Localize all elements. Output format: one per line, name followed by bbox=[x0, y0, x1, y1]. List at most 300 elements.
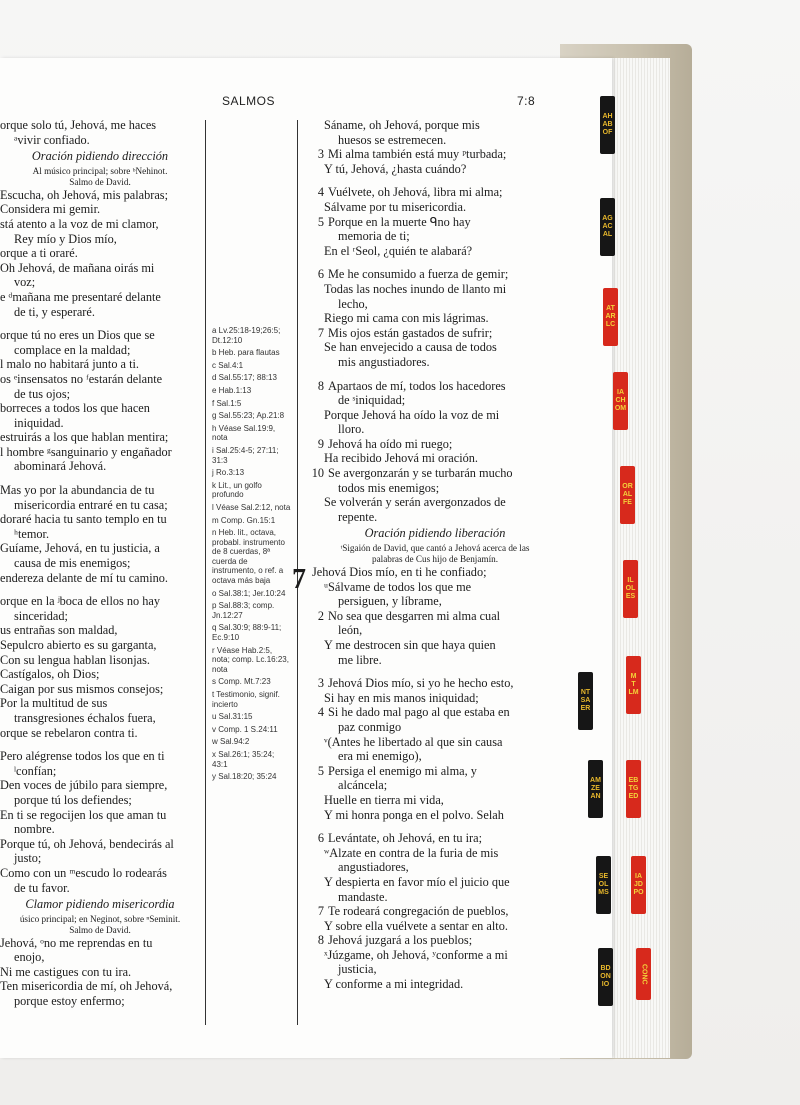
verse-line bbox=[0, 328, 200, 343]
verse-number: 8 bbox=[317, 933, 324, 948]
thumb-tab[interactable] bbox=[600, 96, 615, 154]
verse-text: Jehová, ᵒno me reprendas en tu bbox=[0, 935, 153, 950]
verse-line bbox=[0, 372, 200, 387]
verse-text: todos mis enemigos; bbox=[338, 480, 440, 495]
thumb-tab-label: AG bbox=[602, 215, 613, 222]
verse-line bbox=[310, 244, 560, 259]
cross-reference: s Comp. Mt.7:23 bbox=[212, 677, 271, 687]
thumb-tab[interactable] bbox=[631, 856, 646, 914]
verse-line bbox=[310, 594, 560, 609]
verse-line bbox=[310, 422, 560, 437]
verse-line bbox=[310, 705, 560, 720]
verse-number: 6 bbox=[317, 267, 324, 282]
verse-text: Si hay en mis manos iniquidad; bbox=[324, 690, 479, 705]
verse-text: angustiadores, bbox=[338, 860, 409, 875]
verse-text: ᵃvivir confiado. bbox=[14, 132, 90, 147]
verse-line bbox=[0, 459, 200, 474]
verse-line bbox=[0, 217, 200, 232]
thumb-tab[interactable] bbox=[636, 948, 651, 1000]
thumb-tab-label: SE bbox=[598, 873, 609, 880]
verse-line bbox=[310, 451, 560, 466]
verse-text: Si he dado mal pago al que estaba en bbox=[328, 705, 510, 720]
verse-text: Todas las noches inundo de llanto mi bbox=[324, 281, 507, 296]
verse-number: 5 bbox=[317, 763, 324, 778]
cross-reference: a Lv.25:18-19;26:5; Dt.12:10 bbox=[212, 326, 281, 345]
verse-line bbox=[0, 556, 200, 571]
verse-line bbox=[310, 481, 560, 496]
thumb-tab-label: AR bbox=[605, 313, 616, 320]
thumb-tab-label: T bbox=[631, 681, 636, 688]
verse-number: 9 bbox=[317, 436, 324, 451]
verse-text: Jehová Dios mío, en ti he confiado; bbox=[312, 565, 487, 580]
verse-line bbox=[310, 311, 560, 326]
left-text-column bbox=[0, 118, 200, 1009]
verse-text: stá atento a la voz de mi clamor, bbox=[0, 216, 159, 231]
verse-text: memoria de ti; bbox=[338, 229, 410, 244]
thumb-tab[interactable] bbox=[626, 656, 641, 714]
verse-line bbox=[310, 749, 560, 764]
thumb-tab-label: IA bbox=[635, 873, 642, 880]
verse-text: león, bbox=[338, 623, 363, 638]
cross-reference: p Sal.88:3; comp. Jn.12:27 bbox=[212, 601, 275, 620]
verse-line bbox=[0, 188, 200, 203]
verse-text: Porque tú, oh Jehová, bendecirás al bbox=[0, 836, 174, 851]
verse-line bbox=[310, 764, 560, 779]
verse-line bbox=[310, 510, 560, 525]
verse-line bbox=[310, 875, 560, 890]
verse-text: Guíame, Jehová, en tu justicia, a bbox=[0, 541, 160, 556]
verse-line bbox=[310, 437, 560, 452]
verse-text: úsico principal; en Neginot, sobre ⁿSeminit. bbox=[19, 913, 181, 924]
cross-reference: j Ro.3:13 bbox=[212, 468, 245, 478]
verse-line bbox=[310, 408, 560, 423]
verse-line bbox=[0, 498, 200, 513]
verse-line bbox=[0, 837, 200, 852]
verse-number: 7 bbox=[317, 325, 324, 340]
verse-text: No sea que desgarren mi alma cual bbox=[328, 608, 501, 623]
thumb-tab-label: BD bbox=[600, 965, 611, 972]
cross-reference: k Lit., un golfo profundo bbox=[212, 480, 262, 500]
verse-text: persiguen, y líbrame, bbox=[338, 594, 442, 609]
thumb-tab-label: JD bbox=[634, 881, 643, 888]
verse-line bbox=[0, 808, 200, 823]
verse-text: Y mi honra ponga en el polvo. Selah bbox=[324, 807, 504, 822]
verse-line bbox=[310, 580, 560, 595]
verse-line bbox=[0, 387, 200, 402]
cross-reference: u Sal.31:15 bbox=[212, 712, 253, 722]
verse-text: de tu favor. bbox=[14, 880, 70, 895]
thumb-tab-label: ER bbox=[580, 705, 591, 712]
verse-line bbox=[310, 962, 560, 977]
verse-line bbox=[0, 667, 200, 682]
verse-text: Se avergonzarán y se turbarán mucho bbox=[328, 466, 513, 481]
verse-line bbox=[0, 851, 200, 866]
verse-line bbox=[310, 267, 560, 282]
verse-text: Y conforme a mi integridad. bbox=[324, 977, 464, 992]
verse-text: orque se rebelaron contra ti. bbox=[0, 725, 138, 740]
verse-line bbox=[310, 691, 560, 706]
stanza-gap bbox=[0, 319, 200, 328]
verse-line bbox=[0, 653, 200, 668]
verse-text: Pero alégrense todos los que en ti bbox=[0, 749, 165, 764]
verse-line bbox=[310, 200, 560, 215]
verse-line bbox=[0, 541, 200, 556]
verse-text: Persiga el enemigo mi alma, y bbox=[328, 763, 477, 778]
verse-text: Porque Jehová ha oído la voz de mi bbox=[324, 407, 500, 422]
verse-text: Oh Jehová, de mañana oirás mi bbox=[0, 260, 155, 275]
verse-text: Y despierta en favor mío el juicio que bbox=[324, 874, 510, 889]
verse-line bbox=[0, 749, 200, 764]
cross-reference: w Sal.94:2 bbox=[212, 737, 250, 747]
verse-text: Mi alma también está muy ᵖturbada; bbox=[328, 147, 507, 162]
thumb-tab[interactable] bbox=[596, 856, 611, 914]
verse-line bbox=[0, 512, 200, 527]
verse-text: os ᵉinsensatos no ᶠestarán delante bbox=[0, 371, 163, 386]
cross-reference: m Comp. Gn.15:1 bbox=[212, 515, 276, 525]
verse-line bbox=[0, 778, 200, 793]
thumb-tab-label: AT bbox=[606, 305, 615, 312]
verse-line bbox=[0, 609, 200, 624]
verse-text: Te rodeará congregación de pueblos, bbox=[328, 904, 509, 919]
verse-text: Salmo de David. bbox=[69, 924, 131, 935]
superscription-line bbox=[310, 554, 560, 565]
cross-reference: v Comp. 1 S.24:11 bbox=[212, 724, 278, 734]
verse-text: estruirás a los que hablan mentira; bbox=[0, 430, 169, 445]
verse-text: orque a ti oraré. bbox=[0, 246, 78, 261]
verse-line bbox=[310, 778, 560, 793]
verse-line bbox=[0, 133, 200, 148]
verse-number: 4 bbox=[317, 705, 324, 720]
verse-text: lecho, bbox=[338, 296, 368, 311]
verse-number: 5 bbox=[317, 214, 324, 229]
verse-text: ʷAlzate en contra de la furia de mis bbox=[324, 845, 499, 860]
thumb-tab-label: AN bbox=[590, 793, 601, 800]
verse-number: 3 bbox=[317, 676, 324, 691]
verse-line bbox=[0, 979, 200, 994]
verse-line bbox=[310, 919, 560, 934]
verse-text: causa de mis enemigos; bbox=[14, 556, 131, 571]
thumb-tab-label: ON bbox=[600, 973, 611, 980]
thumb-tab-label: AC bbox=[602, 223, 613, 230]
verse-line bbox=[310, 147, 560, 162]
verse-number: 4 bbox=[317, 185, 324, 200]
verse-text: Apartaos de mí, todos los hacedores bbox=[328, 378, 506, 393]
verse-text: alcáncela; bbox=[338, 778, 388, 793]
thumb-tab-label: MS bbox=[598, 889, 609, 896]
verse-text: ᵘSálvame de todos los que me bbox=[324, 579, 472, 594]
verse-text: Den voces de júbilo para siempre, bbox=[0, 778, 168, 793]
running-head-book: SALMOS bbox=[222, 94, 276, 108]
verse-line bbox=[310, 846, 560, 861]
cross-reference: g Sal.55:23; Ap.21:8 bbox=[212, 411, 285, 421]
verse-number: 10 bbox=[311, 466, 324, 481]
verse-line bbox=[310, 860, 560, 875]
verse-line bbox=[310, 379, 560, 394]
verse-line bbox=[0, 246, 200, 261]
verse-number: 8 bbox=[317, 378, 324, 393]
verse-text: ᵗSigaión de David, que cantó a Jehová acerca de las bbox=[340, 543, 530, 554]
verse-line bbox=[310, 933, 560, 948]
column-rule-left bbox=[205, 120, 206, 1025]
verse-text: Y me destrocen sin que haya quien bbox=[324, 638, 496, 652]
verse-text: nombre. bbox=[14, 822, 55, 837]
verse-text: Por la multitud de sus bbox=[0, 696, 108, 711]
verse-text: ˡconfían; bbox=[14, 763, 57, 778]
verse-text: orque solo tú, Jehová, me haces bbox=[0, 118, 157, 132]
verse-text: Salmo de David. bbox=[69, 176, 131, 187]
verse-line bbox=[0, 696, 200, 711]
thumb-tab-label: FE bbox=[623, 499, 632, 506]
cross-reference-column bbox=[212, 326, 292, 785]
cross-reference: n Heb. lit., octava, probabl. instrumento de 8 cuerdas, 8ª cuerda de instrumento, o ref. a octava más baja bbox=[212, 528, 285, 586]
thumb-tab[interactable] bbox=[600, 198, 615, 256]
verse-text: Y sobre ella vuélvete a sentar en alto. bbox=[324, 918, 508, 933]
thumb-tab-label: AM bbox=[590, 777, 601, 784]
verse-line bbox=[310, 735, 560, 750]
verse-line bbox=[0, 483, 200, 498]
verse-line bbox=[310, 948, 560, 963]
superscription-line bbox=[0, 914, 200, 925]
verse-line bbox=[0, 527, 200, 542]
verse-text: abominará Jehová. bbox=[14, 459, 107, 474]
verse-text: Mis ojos están gastados de sufrir; bbox=[328, 325, 493, 340]
verse-text: l malo no habitará junto a ti. bbox=[0, 357, 139, 372]
thumb-tab-label: LM bbox=[628, 689, 639, 696]
stanza-gap bbox=[310, 822, 560, 831]
cross-reference: x Sal.26:1; 35:24; 43:1 bbox=[212, 749, 275, 769]
thumb-tab[interactable] bbox=[603, 288, 618, 346]
thumb-tab[interactable] bbox=[578, 672, 593, 730]
verse-text: repente. bbox=[338, 509, 378, 524]
thumb-tab-label: OM bbox=[614, 405, 627, 412]
verse-text: Jehová Dios mío, si yo he hecho esto, bbox=[328, 676, 514, 691]
verse-text: Escucha, oh Jehová, mis palabras; bbox=[0, 187, 169, 202]
verse-text: palabras de Cus hijo de Benjamín. bbox=[371, 554, 499, 565]
verse-line bbox=[0, 275, 200, 290]
section-heading bbox=[310, 526, 560, 541]
verse-line bbox=[0, 682, 200, 697]
verse-line bbox=[310, 393, 560, 408]
cross-reference: e Hab.1:13 bbox=[212, 385, 252, 395]
verse-text: Levántate, oh Jehová, en tu ira; bbox=[328, 831, 482, 846]
verse-text: de ˢiniquidad; bbox=[338, 393, 406, 408]
verse-line bbox=[0, 202, 200, 217]
chapter-number: 7 bbox=[292, 564, 306, 596]
verse-line bbox=[0, 936, 200, 951]
thumb-tab[interactable] bbox=[598, 948, 613, 1006]
thumb-tab-label: IA bbox=[617, 389, 624, 396]
verse-text: Huelle en tierra mi vida, bbox=[324, 792, 444, 807]
thumb-tab-label: ZE bbox=[591, 785, 600, 792]
section-heading bbox=[0, 897, 200, 912]
thumb-tab-label: OL bbox=[598, 881, 609, 888]
verse-line bbox=[0, 290, 200, 305]
thumb-tab-label: ES bbox=[625, 593, 636, 600]
thumb-tab[interactable] bbox=[626, 760, 641, 818]
verse-text: orque en la ʲboca de ellos no hay bbox=[0, 594, 161, 609]
cross-reference: h Véase Sal.19:9, nota bbox=[212, 423, 276, 443]
verse-text: us entrañas son maldad, bbox=[0, 623, 118, 638]
verse-line bbox=[310, 466, 560, 481]
verse-text: Mas yo por la abundancia de tu bbox=[0, 483, 155, 498]
verse-text: En el ʳSeol, ¿quién te alabará? bbox=[324, 243, 473, 258]
verse-text: Como con un ᵐescudo lo rodearás bbox=[0, 865, 167, 880]
verse-number: 3 bbox=[317, 147, 324, 162]
cross-reference: b Heb. para flautas bbox=[212, 348, 280, 358]
verse-line bbox=[310, 162, 560, 177]
verse-text: huesos se estremecen. bbox=[338, 132, 447, 147]
verse-text: Sepulcro abierto es su garganta, bbox=[0, 638, 157, 652]
verse-line bbox=[310, 653, 560, 668]
verse-text: Sálvame por tu misericordia. bbox=[324, 199, 467, 214]
cross-reference: y Sal.18:20; 35:24 bbox=[212, 772, 277, 782]
verse-text: mis angustiadores. bbox=[338, 354, 430, 369]
thumb-tab-label: CONC bbox=[640, 963, 648, 985]
verse-text: Se han envejecido a causa de todos bbox=[324, 340, 497, 355]
verse-line bbox=[310, 215, 560, 230]
verse-line bbox=[310, 808, 560, 823]
thumb-tab[interactable] bbox=[613, 372, 628, 430]
thumb-tab-label: ED bbox=[628, 793, 639, 800]
verse-text: dorаré hacia tu santo templo en tu bbox=[0, 512, 167, 527]
thumb-tab-label: OR bbox=[622, 483, 633, 490]
verse-line bbox=[0, 401, 200, 416]
verse-text: porque estoy enfermo; bbox=[14, 994, 125, 1009]
running-head-chapter: 7:8 bbox=[517, 94, 536, 108]
superscription-line bbox=[310, 543, 560, 554]
stanza-gap bbox=[0, 585, 200, 594]
stanza-gap bbox=[0, 474, 200, 483]
verse-line bbox=[0, 950, 200, 965]
verse-line bbox=[310, 495, 560, 510]
cross-reference: l Véase Sal.2:12, nota bbox=[212, 502, 291, 512]
verse-line bbox=[310, 609, 560, 624]
verse-text: Oración pidiendo dirección bbox=[31, 149, 169, 164]
verse-text: de tus ojos; bbox=[14, 386, 71, 401]
verse-line bbox=[310, 133, 560, 148]
verse-text: Castígalos, oh Dios; bbox=[0, 667, 100, 682]
thumb-tab-label: TG bbox=[628, 785, 639, 792]
verse-text: Jehová juzgará a los pueblos; bbox=[328, 933, 473, 948]
thumb-tab-label: LC bbox=[605, 321, 616, 328]
verse-text: sinceridad; bbox=[14, 608, 68, 623]
verse-text: ˣJúzgame, oh Jehová, ʸconforme a mi bbox=[324, 947, 508, 962]
verse-text: me libre. bbox=[338, 652, 382, 667]
verse-line bbox=[0, 866, 200, 881]
verse-text: mandaste. bbox=[338, 889, 388, 904]
verse-line bbox=[0, 822, 200, 837]
thumb-tab-label: PO bbox=[633, 889, 644, 896]
cross-reference: f Sal.1:5 bbox=[212, 398, 242, 408]
verse-text: Ha recibido Jehová mi oración. bbox=[324, 451, 478, 466]
verse-line bbox=[0, 261, 200, 276]
right-text-column bbox=[292, 118, 560, 992]
stanza-gap bbox=[0, 740, 200, 749]
verse-line bbox=[0, 638, 200, 653]
thumb-tab-label: OF bbox=[602, 129, 613, 136]
verse-text: Clamor pidiendo misericordia bbox=[25, 897, 175, 912]
thumb-tab-label: AL bbox=[602, 231, 613, 238]
verse-line bbox=[0, 594, 200, 609]
verse-text: borreces a todos los que hacen bbox=[0, 401, 150, 416]
thumb-tab[interactable] bbox=[588, 760, 603, 818]
stanza-gap bbox=[310, 176, 560, 185]
verse-text: Vuélvete, oh Jehová, libra mi alma; bbox=[328, 185, 503, 200]
verse-text: e ᵈmañana me presentaré delante bbox=[0, 289, 161, 304]
verse-line bbox=[310, 904, 560, 919]
verse-text: Al músico principal; sobre ᵇNehinot. bbox=[32, 165, 168, 176]
verse-line bbox=[310, 185, 560, 200]
stanza-gap bbox=[310, 370, 560, 379]
verse-text: justicia, bbox=[338, 962, 377, 977]
stanza-gap bbox=[310, 258, 560, 267]
verse-text: de ti, y esperaré. bbox=[14, 304, 95, 319]
verse-line bbox=[0, 764, 200, 779]
verse-text: transgresiones échalos fuera, bbox=[14, 710, 156, 725]
verse-text: complace en la maldad; bbox=[14, 342, 131, 357]
verse-text: orque tú no eres un Dios que se bbox=[0, 328, 155, 343]
verse-text: era mi enemigo), bbox=[338, 749, 422, 764]
verse-line bbox=[0, 357, 200, 372]
stanza-gap bbox=[310, 667, 560, 676]
thumb-tab-label: AH bbox=[602, 113, 613, 120]
verse-text: Rey mío y Dios mío, bbox=[14, 231, 117, 246]
verse-line bbox=[0, 305, 200, 320]
thumb-tab[interactable] bbox=[623, 560, 638, 618]
verse-text: l hombre ᵍsanguinario y engañador bbox=[0, 444, 172, 459]
cross-reference: t Testimonio, signif. incierto bbox=[212, 690, 280, 709]
verse-line bbox=[310, 297, 560, 312]
cross-reference: c Sal.4:1 bbox=[212, 360, 244, 370]
verse-text: Porque en la muerte ᑫno hay bbox=[328, 214, 471, 229]
verse-text: ᵛ(Antes he libertado al que sin causa bbox=[324, 734, 503, 749]
verse-text: Sáname, oh Jehová, porque mis bbox=[324, 118, 480, 132]
verse-line bbox=[0, 571, 200, 586]
verse-text: porque tú los defiendes; bbox=[14, 792, 132, 807]
verse-line bbox=[0, 343, 200, 358]
cross-reference: i Sal.25:4-5; 27:11; 31:3 bbox=[212, 445, 279, 465]
section-heading bbox=[0, 149, 200, 164]
verse-line bbox=[310, 676, 560, 691]
verse-text: Oración pidiendo liberación bbox=[364, 526, 506, 541]
verse-line bbox=[310, 831, 560, 846]
verse-line bbox=[310, 118, 560, 133]
verse-text: enojo, bbox=[14, 950, 45, 965]
verse-text: Ni me castigues con tu ira. bbox=[0, 964, 132, 979]
verse-text: Ten misericordia de mí, oh Jehová, bbox=[0, 979, 173, 994]
verse-line bbox=[310, 977, 560, 992]
verse-line bbox=[0, 445, 200, 460]
verse-line bbox=[0, 232, 200, 247]
verse-line bbox=[0, 416, 200, 431]
verse-text: Jehová ha oído mi ruego; bbox=[328, 436, 453, 451]
verse-text: endereza delante de mí tu camino. bbox=[0, 570, 168, 585]
verse-line bbox=[310, 326, 560, 341]
verse-text: Y tú, Jehová, ¿hasta cuándo? bbox=[324, 161, 467, 176]
verse-line bbox=[0, 430, 200, 445]
verse-text: ʰtemor. bbox=[14, 526, 50, 541]
verse-line bbox=[310, 720, 560, 735]
superscription-line bbox=[0, 177, 200, 188]
thumb-tab[interactable] bbox=[620, 466, 635, 524]
verse-number: 2 bbox=[317, 608, 324, 623]
verse-text: misericordia entraré en tu casa; bbox=[14, 497, 168, 512]
thumb-tab-label: NT bbox=[580, 689, 591, 696]
cross-reference: r Véase Hab.2:5, nota; comp. Lc.16:23, nota bbox=[212, 645, 289, 674]
verse-number: 6 bbox=[317, 831, 324, 846]
verse-text: Riego mi cama con mis lágrimas. bbox=[324, 311, 489, 326]
verse-text: Me he consumido a fuerza de gemir; bbox=[328, 267, 509, 282]
